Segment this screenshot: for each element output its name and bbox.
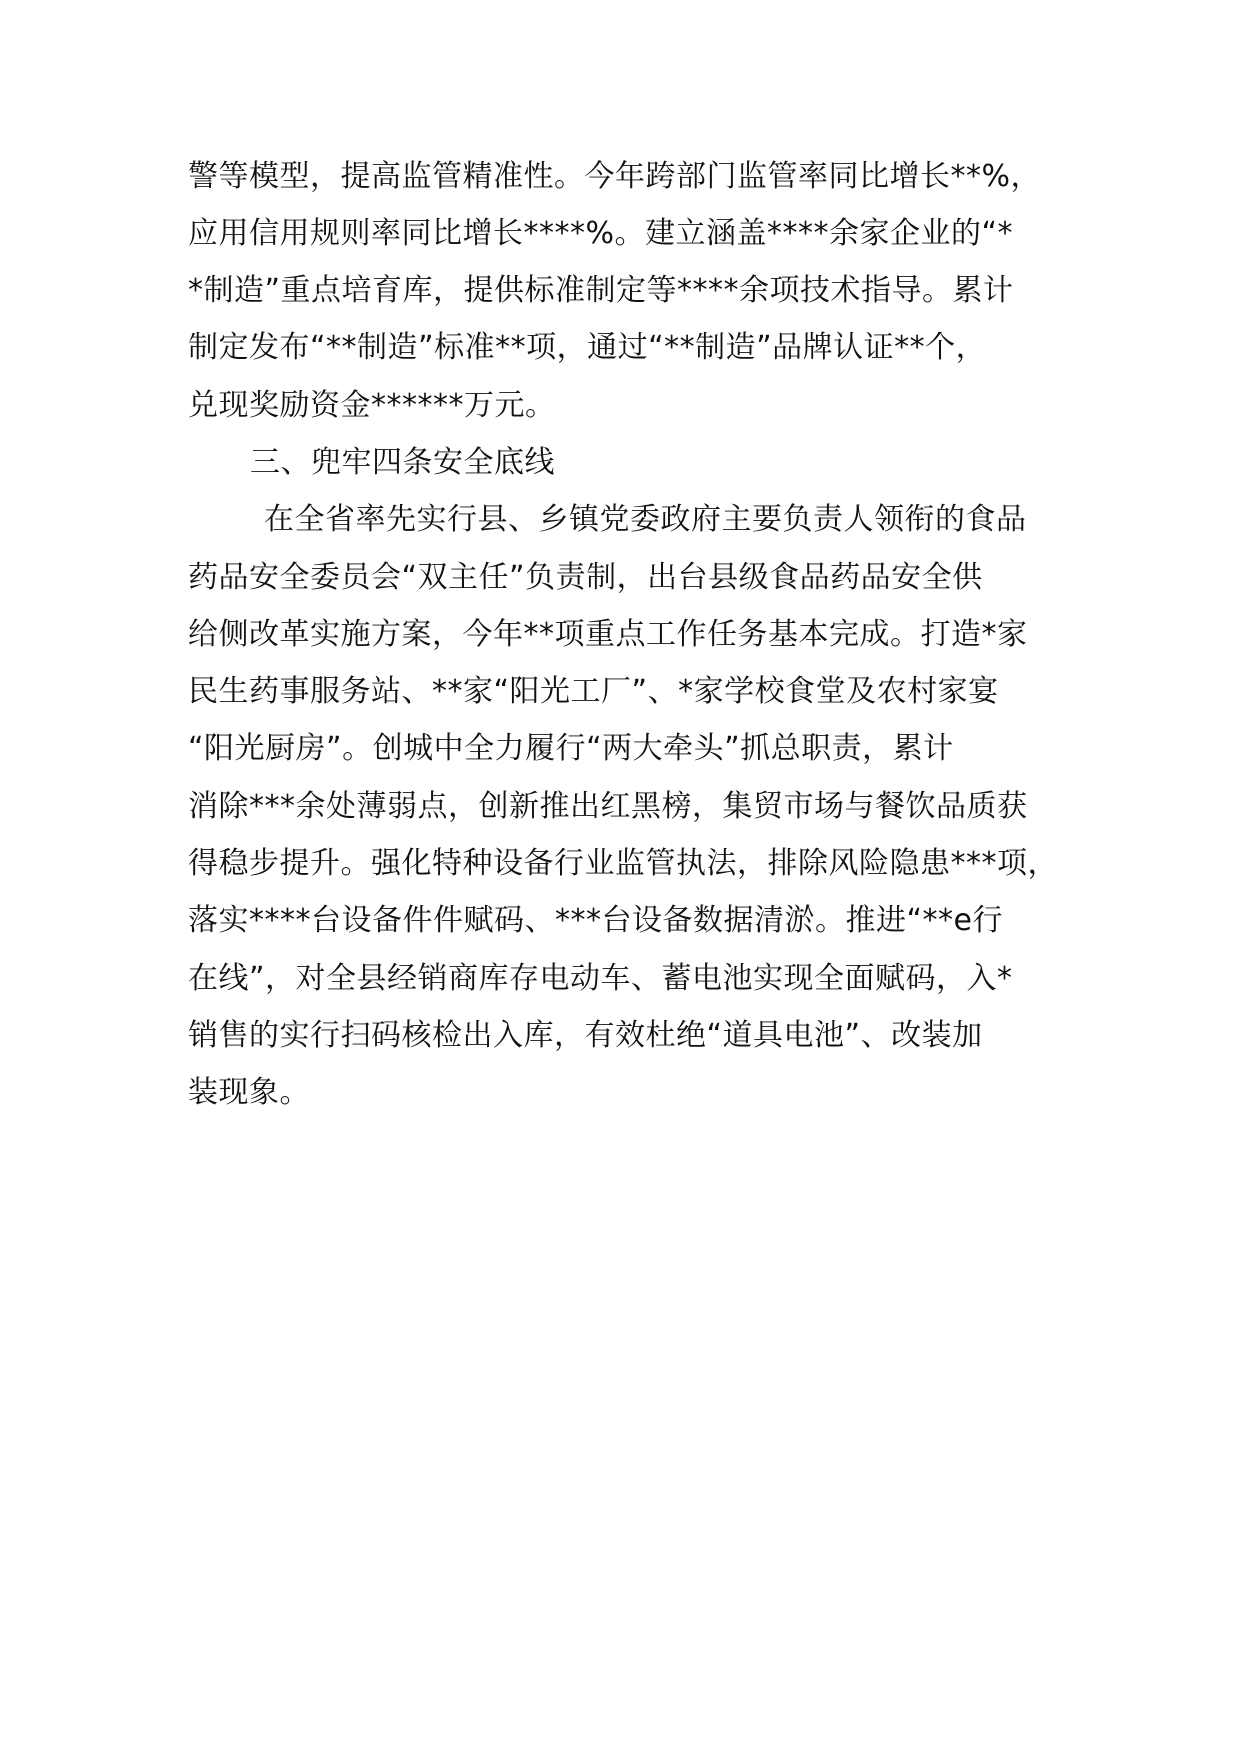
text-line-9: 给侧改革实施方案，今年**项重点工作任务基本完成。打造*家: [188, 617, 1028, 652]
text-line-14: 落实****台设备件件赋码、***台设备数据清淤。推进“**e行: [188, 903, 1003, 938]
text-line-7: 在全省率先实行县、乡镇党委政府主要负责人领衔的食品: [264, 502, 1027, 537]
text-line-1: 警等模型，提高监管精准性。今年跨部门监管率同比增长**%，: [188, 159, 1042, 194]
text-line-17: 装现象。: [188, 1075, 310, 1110]
text-line-8: 药品安全委员会“双主任”负责制，出台县级食品药品安全供: [188, 560, 983, 595]
text-line-11: “阳光厨房”。创城中全力履行“两大牵头”抓总职责，累计: [188, 731, 954, 766]
text-line-5: 兑现奖励资金******万元。: [188, 388, 556, 423]
text-line-3: *制造”重点培育库，提供标准制定等****余项技术指导。累计: [188, 273, 1014, 308]
text-line-16: 销售的实行扫码核检出入库，有效杜绝“道具电池”、改装加: [188, 1018, 983, 1053]
text-line-15: 在线”，对全县经销商库存电动车、蓄电池实现全面赋码，入*: [188, 961, 1013, 996]
text-line-12: 消除***余处薄弱点，创新推出红黑榜，集贸市场与餐饮品质获: [188, 789, 1028, 824]
text-line-10: 民生药事服务站、**家“阳光工厂”、*家学校食堂及农村家宴: [188, 674, 999, 709]
text-line-2: 应用信用规则率同比增长****%。建立涵盖****余家企业的“*: [188, 216, 1014, 251]
section-heading: 三、兜牢四条安全底线: [250, 445, 555, 480]
text-line-13: 得稳步提升。强化特种设备行业监管执法，排除风险隐患***项，: [188, 846, 1058, 881]
text-line-4: 制定发布“**制造”标准**项，通过“**制造”品牌认证**个，: [188, 330, 987, 365]
